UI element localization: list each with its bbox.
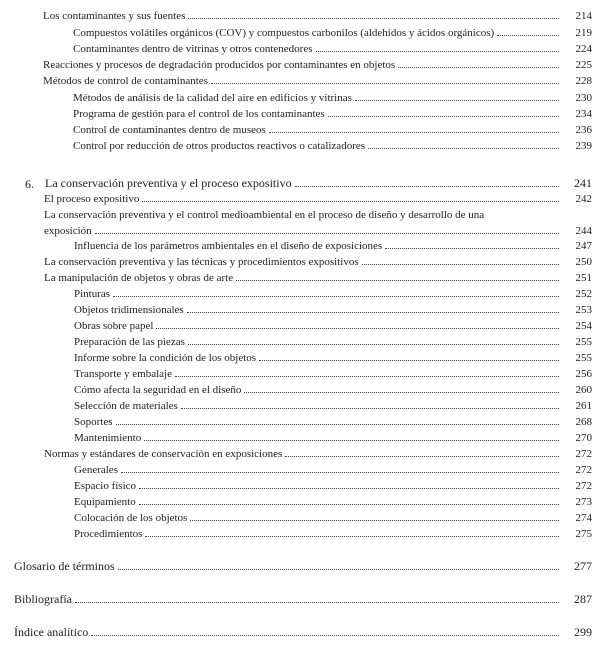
leader-dots [175, 376, 559, 377]
leader-dots [362, 264, 559, 265]
toc-entry-page: 255 [575, 336, 592, 348]
toc-entry-title: Espacio físico [74, 480, 137, 492]
leader-dots [190, 520, 559, 521]
toc-entry[interactable] [0, 256, 600, 269]
toc-entry[interactable] [0, 464, 600, 477]
toc-entry-page: 272 [575, 448, 592, 460]
toc-entry-title: Índice analítico [14, 625, 89, 639]
toc-entry[interactable] [0, 400, 600, 413]
toc-entry-page: 255 [575, 352, 592, 364]
toc-entry-page: 219 [575, 27, 592, 39]
toc-entry[interactable] [0, 59, 600, 72]
toc-entry-page: 244 [575, 225, 592, 237]
leader-dots [188, 18, 559, 19]
leader-dots [118, 569, 559, 570]
toc-entry-title: Colocación de los objetos [74, 512, 188, 524]
chapter-number: 6. [25, 177, 34, 191]
toc-entry-title: Control por reducción de otros productos reactivos o catalizadores [73, 140, 366, 152]
leader-dots [144, 440, 559, 441]
toc-entry[interactable] [0, 416, 600, 429]
toc-entry-page: 261 [575, 400, 592, 412]
toc-entry[interactable] [0, 124, 600, 137]
toc-entry-title: Bibliografía [14, 592, 72, 606]
toc-entry[interactable] [0, 320, 600, 333]
leader-dots [398, 67, 559, 68]
toc-entry-page: 275 [575, 528, 592, 540]
toc-entry-title: Selección de materiales [74, 400, 178, 412]
toc-entry-page: 224 [575, 43, 592, 55]
toc-entry-title: Equipamiento [74, 496, 136, 508]
toc-entry-title: Mantenimiento [74, 432, 142, 444]
toc-entry[interactable] [0, 193, 600, 206]
toc-entry[interactable] [0, 75, 600, 88]
toc-entry-title: Control de contaminantes dentro de museos [73, 124, 266, 136]
toc-entry-title: Métodos de análisis de la calidad del aire en edificios y vitrinas [73, 92, 352, 104]
leader-dots [295, 186, 559, 187]
toc-entry-page: 251 [575, 272, 592, 284]
toc-entry-title: El proceso expositivo [44, 193, 140, 205]
toc-entry[interactable] [0, 480, 600, 493]
leader-dots [121, 472, 559, 473]
toc-entry-page: 272 [575, 480, 592, 492]
toc-entry-page: 242 [575, 193, 592, 205]
toc-entry[interactable] [0, 512, 600, 525]
toc-entry-page: 256 [575, 368, 592, 380]
toc-entry-page: 253 [575, 304, 592, 316]
toc-entry-page: 274 [575, 512, 592, 524]
toc-entry-title: Informe sobre la condición de los objetos [74, 352, 257, 364]
leader-dots [156, 328, 559, 329]
toc-entry-page: 225 [575, 59, 592, 71]
toc-entry[interactable] [0, 368, 600, 381]
toc-entry-title: Contaminantes dentro de vitrinas y otros contenedores [73, 43, 313, 55]
toc-entry[interactable] [0, 304, 600, 317]
toc-entry[interactable] [0, 448, 600, 461]
toc-entry[interactable] [0, 27, 600, 40]
toc-entry-title: Programa de gestión para el control de los contaminantes [73, 108, 325, 120]
toc-entry-page: 234 [575, 108, 592, 120]
toc-entry-title: Compuestos volátiles orgánicos (COV) y compuestos carbonilos (aldehídos y ácidos orgánicos) [73, 27, 495, 39]
toc-entry-page: 228 [575, 75, 592, 87]
leader-dots [95, 233, 559, 234]
toc-entry-page: 230 [575, 92, 592, 104]
toc-entry-title: Pinturas [74, 288, 111, 300]
leader-dots [385, 248, 559, 249]
toc-entry-page: 272 [575, 464, 592, 476]
leader-dots [145, 536, 559, 537]
toc-entry-page: 252 [575, 288, 592, 300]
leader-dots [91, 635, 559, 636]
leader-dots [116, 424, 560, 425]
leader-dots [244, 392, 559, 393]
toc-entry-title: Obras sobre papel [74, 320, 154, 332]
toc-entry[interactable] [0, 43, 600, 56]
toc-entry-page: 273 [575, 496, 592, 508]
toc-entry-title: Métodos de control de contaminantes [43, 75, 208, 87]
toc-entry-title: La manipulación de objetos y obras de arte [44, 272, 234, 284]
toc-entry-page: 270 [575, 432, 592, 444]
leader-dots [75, 602, 559, 603]
toc-entry[interactable] [0, 92, 600, 105]
toc-entry-page: 268 [575, 416, 592, 428]
chapter-page: 241 [574, 176, 592, 190]
toc-entry-title-line2: exposición [44, 225, 92, 237]
leader-dots [285, 456, 559, 457]
toc-entry[interactable] [0, 336, 600, 349]
toc-entry[interactable] [0, 240, 600, 253]
toc-entry-title: Glosario de términos [14, 559, 115, 573]
leader-dots [113, 296, 559, 297]
toc-entry-title: Normas y estándares de conservación en exposiciones [44, 448, 283, 460]
toc-entry-page: 277 [574, 559, 592, 573]
toc-entry[interactable] [0, 528, 600, 541]
toc-entry-page: 247 [575, 240, 592, 252]
leader-dots [139, 488, 559, 489]
toc-entry-bibliography[interactable] [0, 593, 600, 606]
toc-entry[interactable] [0, 108, 600, 121]
toc-entry-title-line1: La conservación preventiva y el control medioambiental en el proceso de diseño y desarrollo de una [44, 209, 485, 221]
toc-entry-page: 287 [574, 592, 592, 606]
toc-entry[interactable] [0, 140, 600, 153]
chapter-entry[interactable] [0, 177, 600, 190]
toc-entry-title: Procedimientos [74, 528, 143, 540]
toc-entry-page: 236 [575, 124, 592, 136]
toc-entry-title: Cómo afecta la seguridad en el diseño [74, 384, 242, 396]
toc-entry[interactable] [0, 352, 600, 365]
leader-dots [259, 360, 559, 361]
toc-entry-title: Soportes [74, 416, 113, 428]
toc-entry-title: Objetos tridimensionales [74, 304, 184, 316]
toc-entry-title: Influencia de los parámetros ambientales en el diseño de exposiciones [74, 240, 383, 252]
toc-entry-page: 239 [575, 140, 592, 152]
toc-entry-title: Reacciones y procesos de degradación producidos por contaminantes en objetos [43, 59, 396, 71]
toc-entry[interactable] [0, 496, 600, 509]
toc-entry-page: 214 [575, 10, 592, 22]
toc-entry[interactable] [0, 432, 600, 445]
leader-dots [142, 201, 559, 202]
toc-entry-page: 254 [575, 320, 592, 332]
toc-entry-title: Los contaminantes y sus fuentes [43, 10, 186, 22]
toc-entry-page: 299 [574, 625, 592, 639]
toc-entry-page: 260 [575, 384, 592, 396]
toc-entry[interactable] [0, 288, 600, 301]
leader-dots [368, 148, 559, 149]
leader-dots [355, 100, 559, 101]
leader-dots [139, 504, 559, 505]
leader-dots [181, 408, 559, 409]
chapter-title: La conservación preventiva y el proceso expositivo [45, 176, 292, 190]
toc-entry-index[interactable] [0, 626, 600, 639]
leader-dots [328, 116, 559, 117]
leader-dots [316, 51, 560, 52]
toc-entry-glossary[interactable] [0, 560, 600, 573]
leader-dots [236, 280, 559, 281]
leader-dots [497, 35, 559, 36]
leader-dots [188, 344, 559, 345]
toc-entry-title: Transporte y embalaje [74, 368, 172, 380]
toc-entry-title: Preparación de las piezas [74, 336, 185, 348]
toc-entry-title: Generales [74, 464, 118, 476]
toc-entry-title: La conservación preventiva y las técnicas y procedimientos expositivos [44, 256, 359, 268]
toc-entry[interactable] [0, 10, 600, 23]
toc-entry-page: 250 [575, 256, 592, 268]
toc-entry[interactable] [0, 272, 600, 285]
toc-entry[interactable] [0, 225, 600, 238]
leader-dots [211, 83, 559, 84]
toc-entry[interactable] [0, 384, 600, 397]
leader-dots [187, 312, 559, 313]
leader-dots [269, 132, 559, 133]
